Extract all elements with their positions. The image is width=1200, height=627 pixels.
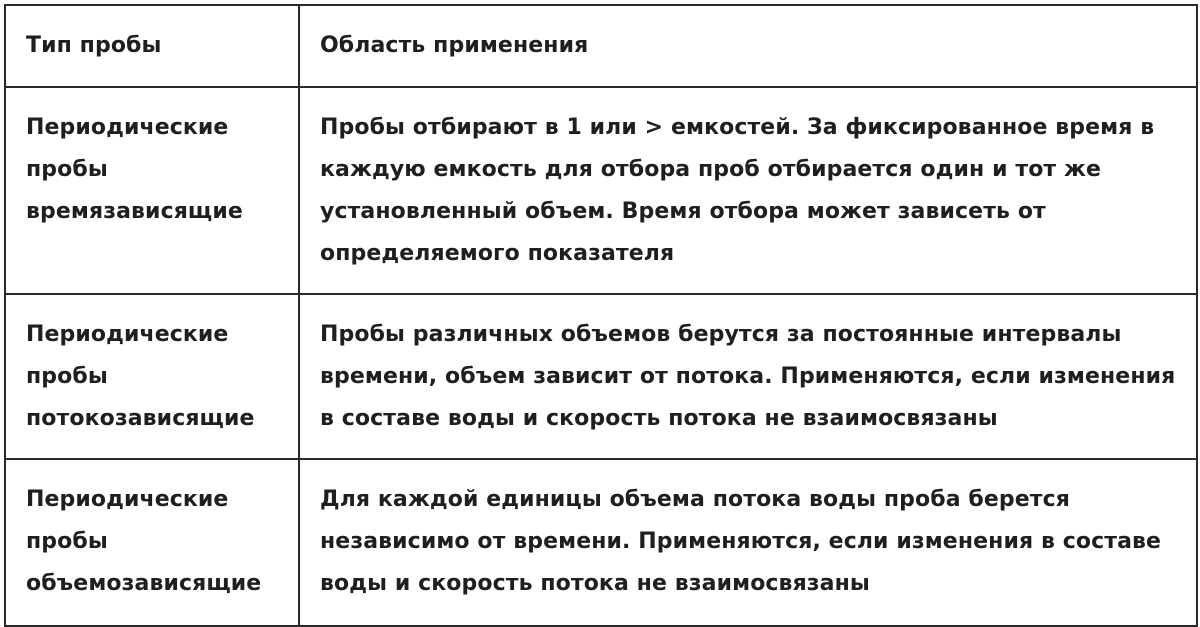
table-row [5, 294, 1197, 459]
table-row [5, 459, 1197, 626]
header-application-area: Область применения [299, 5, 1197, 87]
table-row [5, 87, 1197, 294]
sample-type-text: Периодические пробы потокозависящие [26, 322, 255, 431]
cell-application-area [299, 459, 1197, 626]
cell-sample-type [5, 87, 299, 294]
application-area-text: Для каждой единицы объема потока воды проба берется независимо от времени. Применяются, если изменения в составе воды и скорость потока не взаимосвязаны [320, 487, 1162, 596]
cell-sample-type [5, 459, 299, 626]
table-header-row [5, 5, 1197, 87]
sample-type-text: Периодические пробы объемозависящие [26, 487, 262, 596]
cell-application-area [299, 87, 1197, 294]
sampling-types-table [4, 4, 1198, 627]
sample-type-text: Периодические пробы времязависящие [26, 115, 243, 224]
application-area-text: Пробы отбирают в 1 или > емкостей. За фиксированное время в каждую емкость для отбора проб отбирается один и тот же установленный объем. Время отбора может зависеть от определяемого показателя [320, 115, 1155, 266]
cell-application-area [299, 294, 1197, 459]
header-sample-type: Тип пробы [5, 5, 299, 87]
cell-sample-type [5, 294, 299, 459]
sampling-table-container [4, 4, 1196, 619]
application-area-text: Пробы различных объемов берутся за постоянные интервалы времени, объем зависит от потока. Применяются, если изменения в составе воды и скорость потока не взаимосвязаны [320, 322, 1176, 431]
